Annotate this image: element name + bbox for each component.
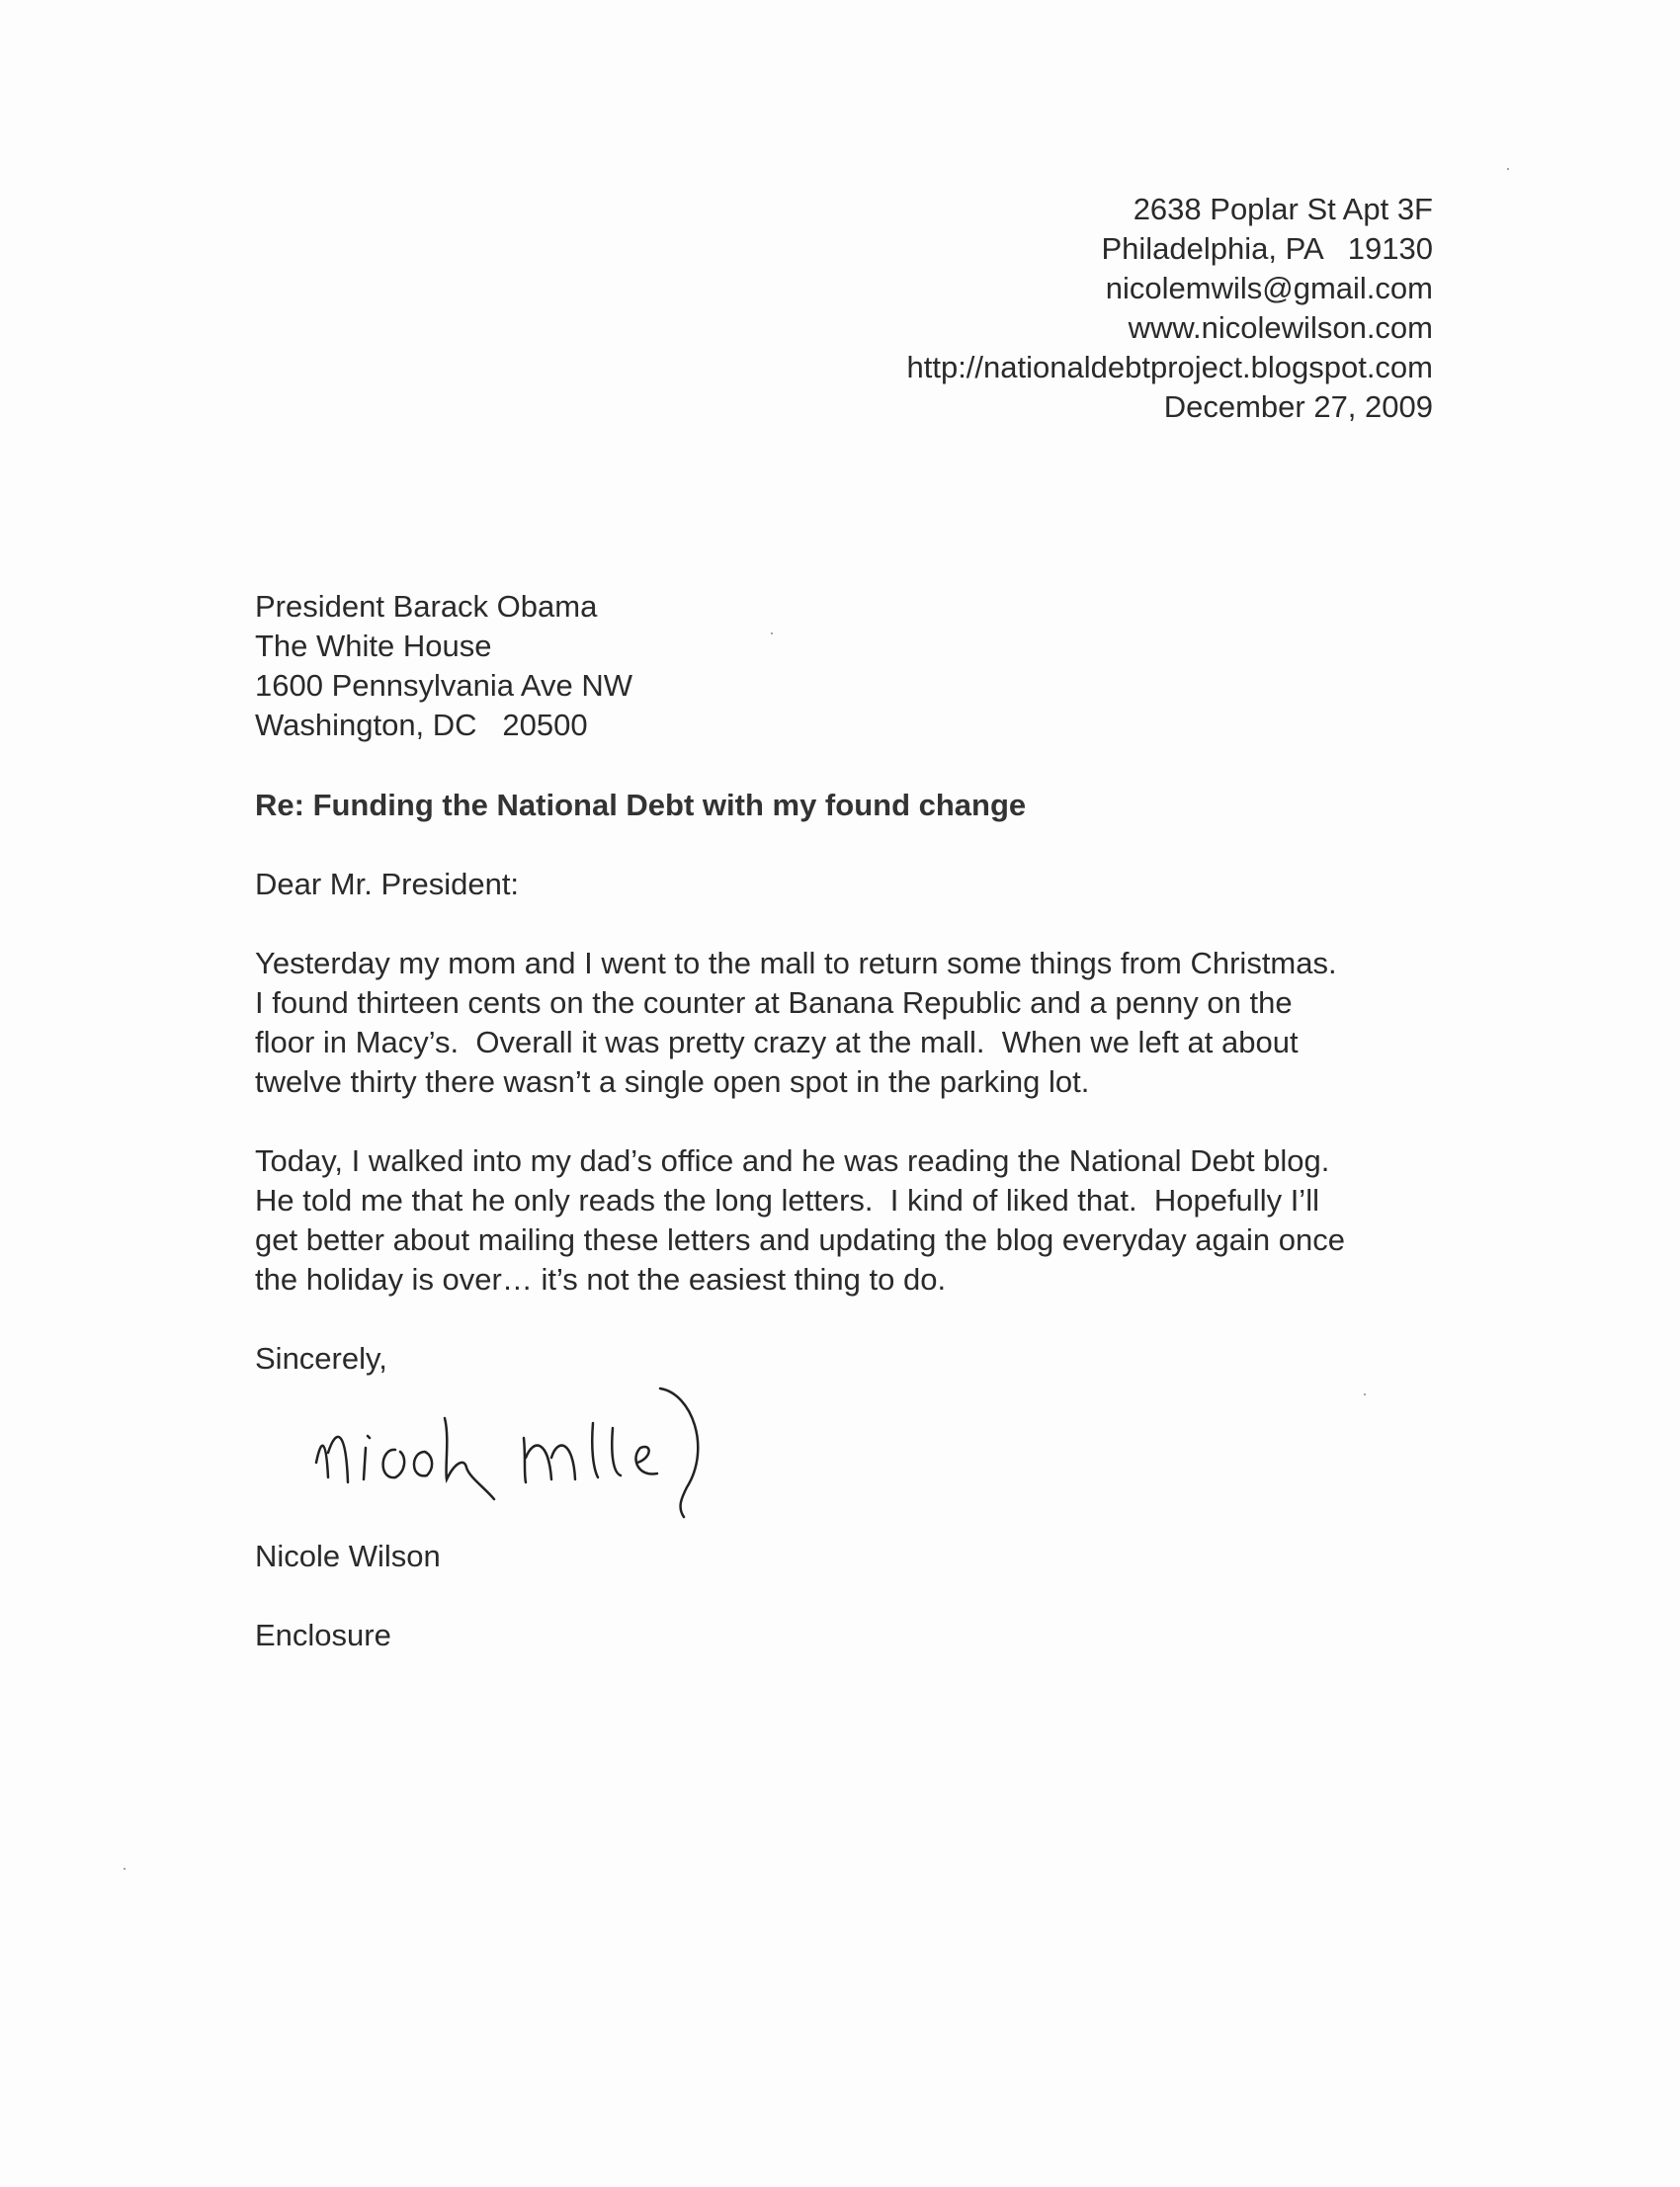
- body-paragraph-2: [255, 1141, 1345, 1300]
- enclosure-note: Enclosure: [255, 1618, 391, 1652]
- recipient-street: 1600 Pennsylvania Ave NW: [255, 668, 632, 703]
- paragraph-line: the holiday is over… it’s not the easiest thing to do.: [255, 1262, 947, 1297]
- subject-line: Re: Funding the National Debt with my found change: [255, 788, 1027, 822]
- body-paragraph-1: [255, 944, 1337, 1102]
- scan-speck: [1364, 1393, 1366, 1395]
- sender-website: www.nicolewilson.com: [1128, 310, 1433, 345]
- salutation: Dear Mr. President:: [255, 867, 520, 901]
- sender-street: 2638 Poplar St Apt 3F: [1133, 192, 1433, 226]
- signer-name: Nicole Wilson: [255, 1539, 441, 1573]
- letter-date: December 27, 2009: [1163, 389, 1433, 424]
- scan-speck: [124, 1868, 126, 1870]
- recipient-name: President Barack Obama: [255, 589, 598, 624]
- paragraph-line: Yesterday my mom and I went to the mall to return some things from Christmas.: [255, 946, 1337, 980]
- paragraph-line: twelve thirty there wasn’t a single open spot in the parking lot.: [255, 1064, 1090, 1099]
- closing: Sincerely,: [255, 1341, 387, 1376]
- paragraph-line: get better about mailing these letters and updating the blog everyday again once: [255, 1222, 1345, 1257]
- paragraph-line: floor in Macy’s. Overall it was pretty crazy at the mall. When we left at about: [255, 1025, 1299, 1059]
- sender-city-state-zip: Philadelphia, PA 19130: [1101, 231, 1433, 266]
- sender-blog: http://nationaldebtproject.blogspot.com: [906, 350, 1433, 384]
- paragraph-line: I found thirteen cents on the counter at Banana Republic and a penny on the: [255, 985, 1293, 1020]
- scan-speck: [771, 632, 773, 634]
- recipient-city-state-zip: Washington, DC 20500: [255, 708, 588, 742]
- sender-email: nicolemwils@gmail.com: [1105, 271, 1433, 305]
- recipient-address-block: [255, 587, 632, 745]
- paragraph-line: Today, I walked into my dad’s office and he was reading the National Debt blog.: [255, 1143, 1330, 1178]
- handwritten-signature: [296, 1369, 889, 1527]
- scan-speck: [1507, 168, 1509, 170]
- sender-address-block: [906, 190, 1433, 427]
- recipient-org: The White House: [255, 629, 492, 663]
- paragraph-line: He told me that he only reads the long letters. I kind of liked that. Hopefully I’ll: [255, 1183, 1319, 1218]
